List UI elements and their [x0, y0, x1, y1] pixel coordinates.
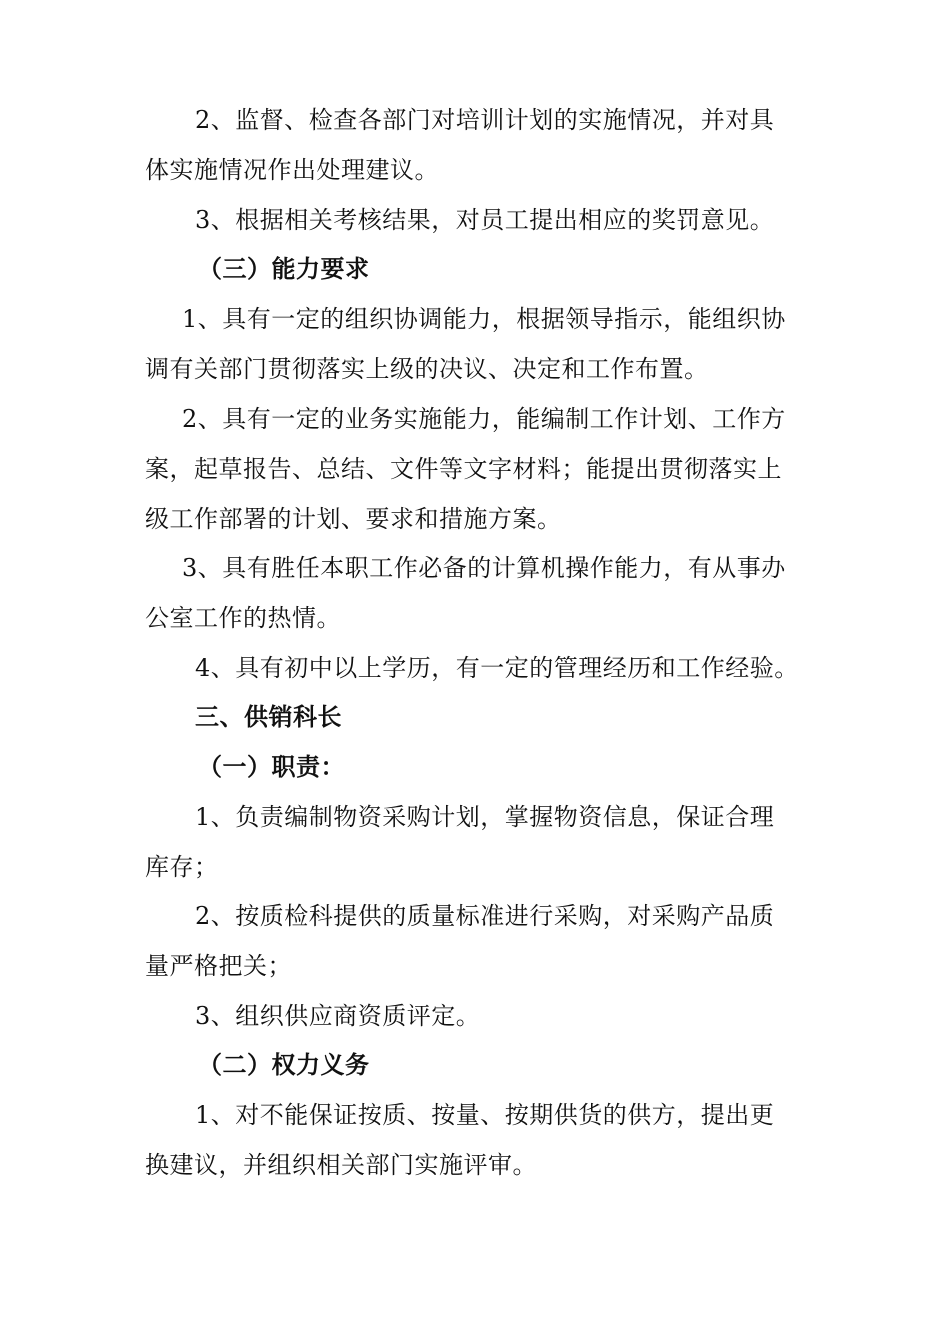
paragraph-line: 级工作部署的计划、要求和措施方案。 — [145, 505, 562, 533]
paragraph-line: 1、负责编制物资采购计划，掌握物资信息，保证合理 — [195, 803, 775, 831]
paragraph-line: 1、具有一定的组织协调能力，根据领导指示，能组织协 — [182, 305, 786, 333]
paragraph-line: 3、具有胜任本职工作必备的计算机操作能力，有从事办 — [182, 554, 786, 582]
paragraph-line: 3、根据相关考核结果，对员工提出相应的奖罚意见。 — [195, 206, 775, 234]
subsection-heading: （二）权力义务 — [198, 1050, 370, 1079]
paragraph-line: 换建议，并组织相关部门实施评审。 — [145, 1151, 537, 1179]
paragraph-line: 量严格把关； — [145, 952, 292, 980]
paragraph-line: 公室工作的热情。 — [145, 604, 341, 632]
paragraph-line: 4、具有初中以上学历，有一定的管理经历和工作经验。 — [195, 654, 799, 682]
section-heading: （三）能力要求 — [198, 254, 370, 283]
paragraph-line: 2、具有一定的业务实施能力，能编制工作计划、工作方 — [182, 405, 786, 433]
paragraph-line: 案，起草报告、总结、文件等文字材料；能提出贯彻落实上 — [145, 455, 782, 483]
paragraph-line: 2、监督、检查各部门对培训计划的实施情况，并对具 — [195, 106, 775, 134]
paragraph-line: 2、按质检科提供的质量标准进行采购，对采购产品质 — [195, 902, 775, 930]
subsection-heading: （一）职责： — [198, 752, 345, 781]
paragraph-line: 库存； — [145, 853, 219, 881]
paragraph-line: 体实施情况作出处理建议。 — [145, 156, 439, 184]
section-heading: 三、供销科长 — [195, 702, 342, 731]
paragraph-line: 3、组织供应商资质评定。 — [195, 1002, 481, 1030]
paragraph-line: 调有关部门贯彻落实上级的决议、决定和工作布置。 — [145, 355, 709, 383]
paragraph-line: 1、对不能保证按质、按量、按期供货的供方，提出更 — [195, 1101, 775, 1129]
